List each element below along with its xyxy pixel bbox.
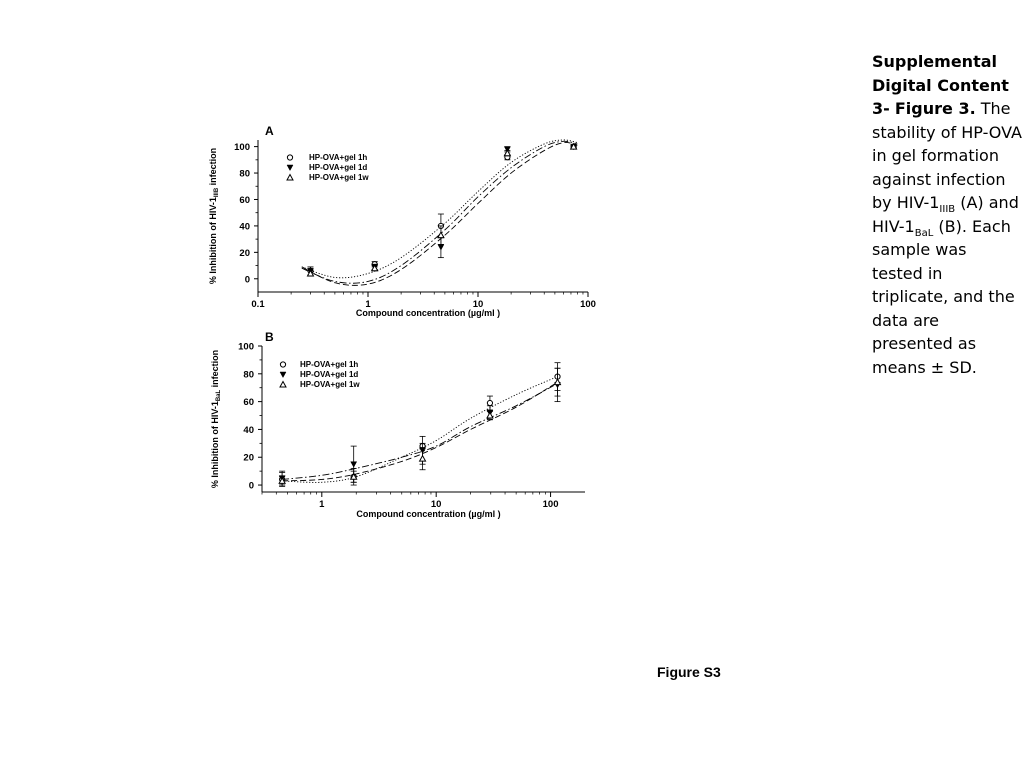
series-1 (287, 140, 577, 278)
fit-curve (282, 384, 557, 480)
chart-panel-b (210, 330, 585, 519)
legend-marker (287, 175, 293, 181)
y-axis-title (208, 148, 220, 284)
x-tick-label: 100 (580, 299, 596, 310)
y-tick-label: 40 (239, 221, 250, 233)
legend-label: HP-OVA+gel 1w (309, 173, 369, 182)
data-point (438, 245, 444, 251)
x-tick-label: 0.1 (251, 299, 265, 310)
legend-label: HP-OVA+gel 1w (300, 380, 360, 389)
legend-label: HP-OVA+gel 1h (300, 360, 359, 369)
x-tick-label: 1 (319, 499, 325, 510)
y-tick-label: 100 (238, 341, 254, 353)
legend-label: HP-OVA+gel 1d (300, 370, 359, 379)
caption-title: Supplemental Digital Content 3- (872, 52, 1009, 118)
data-point (504, 150, 510, 156)
data-point (487, 400, 492, 405)
y-axis-title (210, 350, 222, 488)
figure-label: Figure S3 (657, 664, 721, 680)
x-axis-title: Compound concentration (µg/ml ) (355, 308, 501, 318)
caption-subscript-1: IIIB (939, 204, 956, 216)
x-tick-label: 10 (430, 499, 442, 510)
caption-text-2: (A) and HIV-1 (872, 193, 1019, 236)
caption-text-1: The stability of HP-OVA in gel formation against infection by HIV-1 (872, 99, 1022, 212)
y-axis-title-main: % Inhibition of HIV-1 (210, 401, 220, 489)
y-tick-label: 60 (239, 194, 250, 206)
y-axis-title-tail: infection (210, 349, 220, 390)
y-tick-label: 100 (234, 142, 250, 154)
y-tick-label: 40 (243, 424, 254, 436)
y-tick-label: 20 (243, 452, 254, 464)
legend-marker (280, 372, 286, 378)
data-point (351, 462, 357, 468)
series-3 (279, 368, 560, 485)
legend-marker (280, 382, 286, 388)
y-tick-label: 80 (239, 168, 250, 180)
legend-label: HP-OVA+gel 1h (309, 153, 368, 162)
y-axis-title-main: % Inhibition of HIV-1 (208, 197, 218, 285)
x-axis-title: Compound concentration (µg/ml ) (356, 509, 501, 519)
series-2 (287, 141, 577, 283)
legend-marker (287, 155, 292, 160)
y-tick-label: 0 (248, 480, 254, 492)
data-point (555, 379, 561, 385)
legend-marker (280, 362, 285, 367)
data-point (487, 413, 493, 419)
y-tick-label: 0 (244, 274, 250, 286)
figure-caption (872, 50, 1022, 379)
y-tick-label: 80 (243, 369, 254, 381)
x-tick-label: 10 (472, 299, 484, 310)
caption-subscript-2: BaL (914, 227, 934, 239)
y-tick-label: 60 (243, 397, 254, 409)
y-axis-title-subscript: BaL (216, 389, 222, 402)
x-tick-label: 100 (542, 499, 559, 510)
y-axis-title-tail: infection (208, 147, 218, 188)
x-tick-label: 1 (365, 299, 371, 310)
caption-text-3: (B). Each sample was tested in triplicate, and the data are presented as means ± SD. (872, 216, 1015, 377)
y-tick-label: 20 (239, 247, 250, 259)
panel-letter: A (265, 124, 274, 138)
fit-curve (282, 377, 557, 483)
y-axis-title-subscript: IIIB (214, 187, 220, 198)
chart-panel-a (208, 124, 596, 318)
legend-marker (287, 165, 293, 171)
fit-curve (282, 382, 557, 481)
legend-label: HP-OVA+gel 1d (309, 163, 368, 172)
caption-figure-ref: Figure 3. (894, 99, 976, 118)
data-point (420, 456, 426, 462)
panel-letter: B (265, 330, 274, 344)
